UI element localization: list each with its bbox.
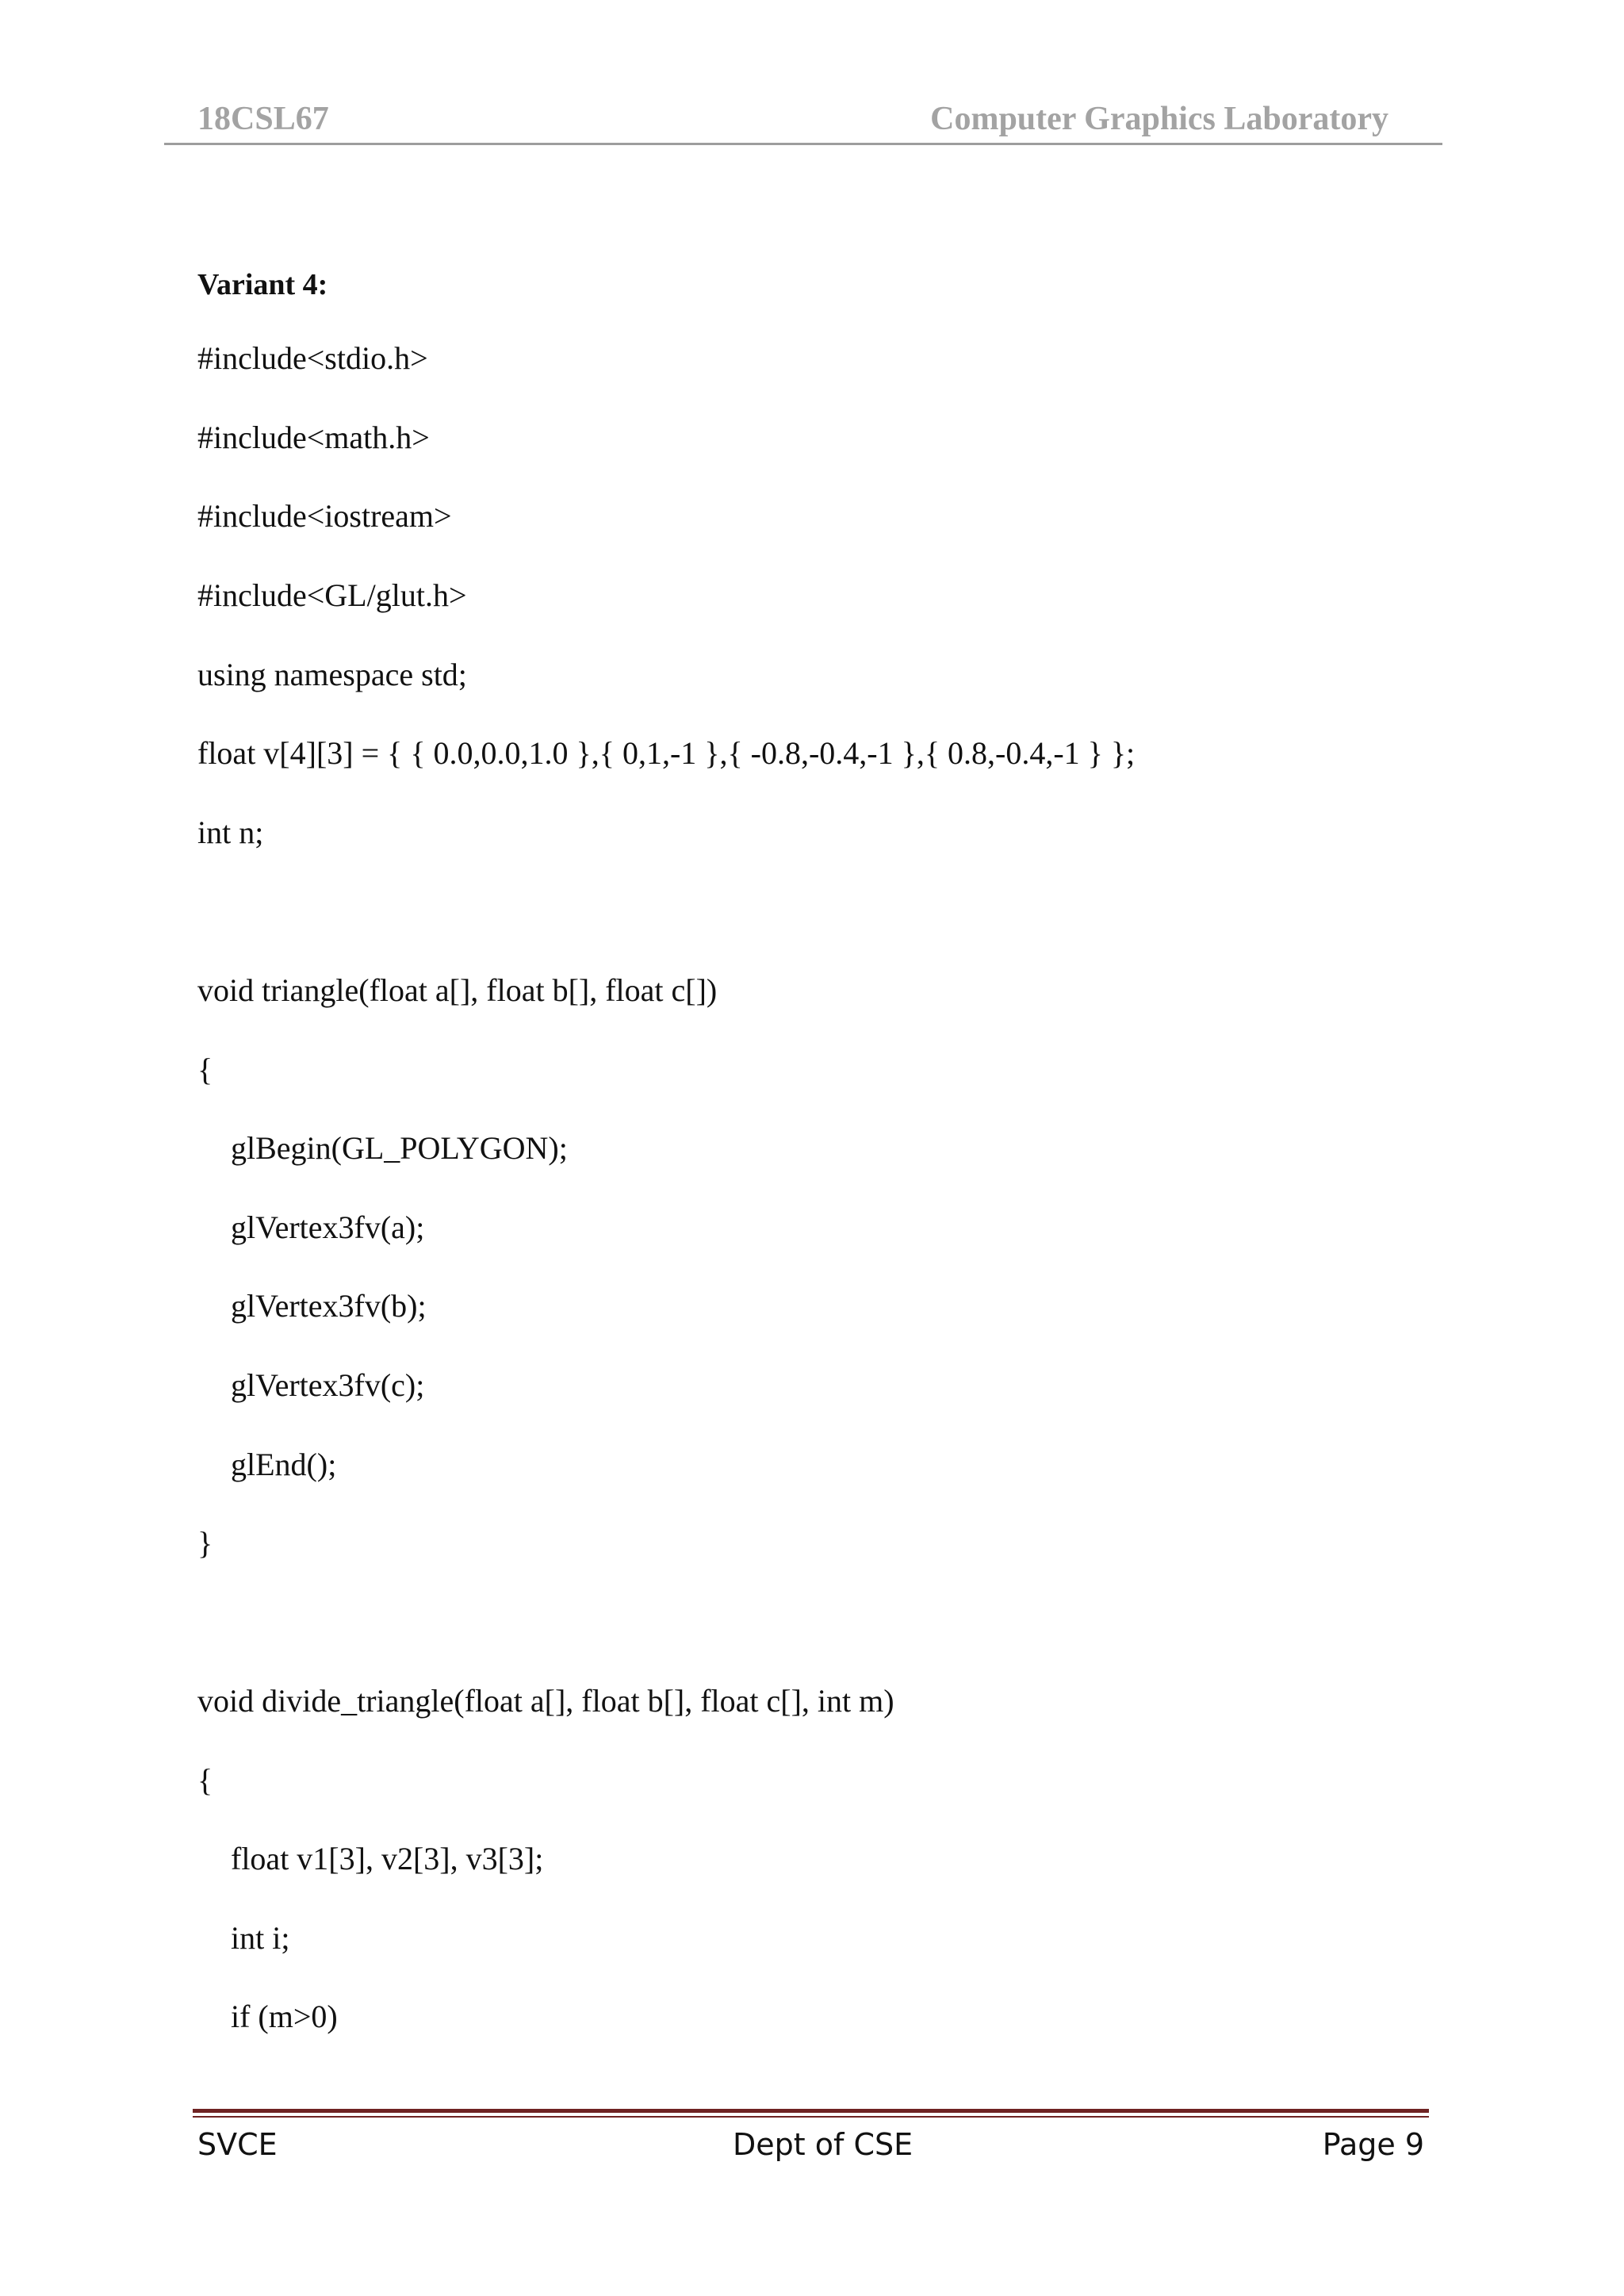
footer-department: Dept of CSE	[733, 2127, 914, 2162]
code-line: glEnd();	[231, 1447, 337, 1482]
footer-institution: SVCE	[197, 2127, 278, 2162]
code-line: glVertex3fv(c);	[231, 1367, 425, 1403]
code-line: int n;	[197, 815, 264, 850]
code-line: float v1[3], v2[3], v3[3];	[231, 1841, 544, 1876]
header-course-code: 18CSL67	[197, 101, 329, 137]
code-line: }	[197, 1525, 213, 1561]
header-course-title: Computer Graphics Laboratory	[930, 101, 1388, 137]
code-line: {	[197, 1762, 213, 1798]
footer-divider-thin	[193, 2116, 1429, 2118]
code-line: glVertex3fv(a);	[231, 1209, 425, 1245]
code-line: if (m>0)	[231, 1999, 338, 2034]
section-heading: Variant 4:	[197, 268, 328, 301]
code-line: {	[197, 1052, 213, 1087]
code-line: #include<stdio.h>	[197, 340, 428, 376]
header-divider	[164, 143, 1442, 145]
code-line: void divide_triangle(float a[], float b[], float c[], int m)	[197, 1683, 894, 1719]
code-line: using namespace std;	[197, 657, 467, 692]
code-line: #include<math.h>	[197, 420, 430, 455]
code-line: glVertex3fv(b);	[231, 1288, 427, 1324]
footer-page-number: Page 9	[1322, 2127, 1424, 2162]
code-line: int i;	[231, 1920, 290, 1956]
code-line: glBegin(GL_POLYGON);	[231, 1130, 568, 1166]
code-line: #include<iostream>	[197, 498, 452, 534]
footer-divider-thick	[193, 2109, 1429, 2113]
code-line: float v[4][3] = { { 0.0,0.0,1.0 },{ 0,1,-1 },{ -0.8,-0.4,-1 },{ 0.8,-0.4,-1 } };	[197, 735, 1136, 771]
code-line: #include<GL/glut.h>	[197, 577, 467, 613]
code-line: void triangle(float a[], float b[], float c[])	[197, 972, 718, 1008]
